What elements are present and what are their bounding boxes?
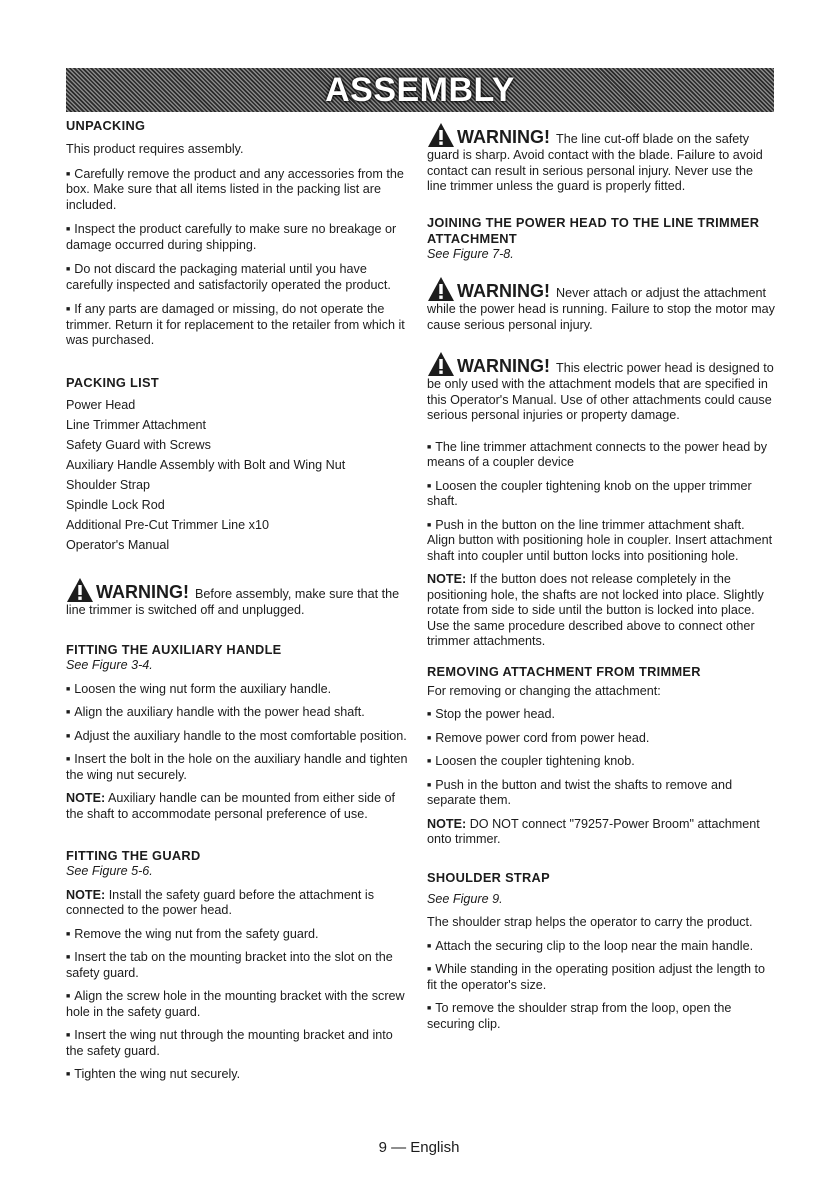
list-item: ■ Insert the tab on the mounting bracket into the slot on the safety guard.: [66, 950, 412, 981]
warning-text: Never attach or adjust the attachment while the power head is running. Failure to stop the motor may cause serious personal injury.: [427, 286, 775, 332]
warning-box: [427, 276, 775, 333]
packing-item: Power Head: [66, 397, 136, 412]
list-item: ■ Loosen the coupler tightening knob.: [427, 754, 775, 770]
list-item: ■ Inspect the product carefully to make sure no breakage or damage occurred during shipping.: [66, 222, 412, 253]
note: [427, 817, 775, 848]
packing-item: Spindle Lock Rod: [66, 497, 165, 512]
note-label: NOTE:: [66, 791, 106, 805]
figure-reference: See Figure 5-6.: [66, 864, 153, 878]
list-item: ■ Loosen the coupler tightening knob on the upper trimmer shaft.: [427, 479, 775, 510]
page-footer: 9 — English: [378, 1139, 460, 1156]
unpacking-heading: UNPACKING: [66, 118, 146, 133]
note: [66, 791, 412, 822]
list-item: ■ If any parts are damaged or missing, do not operate the trimmer. Return it for replacement to the retailer from which it was purchased.: [66, 302, 412, 349]
right-column: [427, 118, 775, 1032]
unpacking-intro: This product requires assembly.: [66, 142, 244, 156]
warning-label: WARNING!: [96, 581, 189, 602]
note: [427, 572, 775, 650]
packing-list-heading: PACKING LIST: [66, 374, 159, 390]
list-item: ■ Attach the securing clip to the loop near the main handle.: [427, 939, 775, 955]
warning-text: Before assembly, make sure that the line trimmer is switched off and unplugged.: [66, 586, 400, 617]
left-column: [66, 118, 412, 1083]
figure-reference: See Figure 9.: [427, 891, 503, 906]
list-item: ■ Loosen the wing nut form the auxiliary handle.: [66, 682, 412, 698]
aux-handle-heading: FITTING THE AUXILIARY HANDLE: [66, 642, 282, 657]
warning-triangle-icon: [66, 577, 94, 603]
note-text: If the button does not release completely in the positioning hole, the shafts are not locked into place. Slightly rotate from side to side until the button is locked into place. Use the same procedure described above to connect other trimmer attachments.: [427, 572, 764, 648]
warning-triangle-icon: [427, 122, 455, 148]
warning-label: WARNING!: [457, 127, 550, 147]
list-item: ■ Stop the power head.: [427, 707, 775, 723]
list-item: ■ To remove the shoulder strap from the loop, open the securing clip.: [427, 1001, 775, 1032]
figure-reference: See Figure 3-4.: [66, 658, 153, 672]
list-item: ■ Remove the wing nut from the safety guard.: [66, 927, 412, 943]
list-item: ■ Push in the button on the line trimmer attachment shaft. Align button with positioning hole in coupler. Insert attachment shaft into coupler until button locks into positioning hole.: [427, 518, 775, 565]
note-text: Auxiliary handle can be mounted from either side of the shaft to accommodate personal preference of use.: [66, 791, 396, 821]
strap-heading: SHOULDER STRAP: [427, 869, 550, 885]
packing-item: Safety Guard with Screws: [66, 437, 211, 452]
note: [66, 888, 412, 919]
warning-text: The line cut-off blade on the safety guard is sharp. Avoid contact with the blade. Failure to avoid contact can result in serious personal injury. Never use the line trimmer unless the guard is properly fitted.: [427, 132, 763, 193]
list-item: ■ Insert the bolt in the hole on the auxiliary handle and tighten the wing nut securely.: [66, 752, 412, 783]
note-label: NOTE:: [427, 816, 467, 831]
list-item: ■ Adjust the auxiliary handle to the most comfortable position.: [66, 729, 412, 745]
removing-intro: For removing or changing the attachment:: [427, 683, 661, 698]
list-item: ■ Insert the wing nut through the mounting bracket and into the safety guard.: [66, 1028, 412, 1059]
list-item: ■ Tighten the wing nut securely.: [66, 1067, 412, 1083]
warning-label: WARNING!: [457, 356, 550, 376]
section-banner: [66, 68, 774, 112]
guard-heading: FITTING THE GUARD: [66, 848, 201, 863]
packing-item: Shoulder Strap: [66, 477, 151, 492]
list-item: ■ Align the auxiliary handle with the power head shaft.: [66, 705, 412, 721]
note-label: NOTE:: [427, 572, 467, 586]
banner-title: ASSEMBLY: [325, 71, 515, 109]
removing-heading: REMOVING ATTACHMENT FROM TRIMMER: [427, 663, 701, 679]
warning-triangle-icon: [427, 276, 455, 302]
list-item: ■ While standing in the operating position adjust the length to fit the operator's size.: [427, 962, 775, 993]
list-item: ■ Carefully remove the product and any accessories from the box. Make sure that all items listed in the packing list are included.: [66, 167, 412, 214]
packing-list: [66, 395, 412, 555]
packing-item: Additional Pre-Cut Trimmer Line x10: [66, 517, 269, 532]
list-item: ■ Align the screw hole in the mounting bracket with the screw hole in the safety guard.: [66, 989, 412, 1020]
warning-text: This electric power head is designed to be only used with the attachment models that are specified in this Operator's Manual. Use of other attachments could cause serious personal injuries or property damage.: [427, 361, 774, 422]
joining-heading: JOINING THE POWER HEAD TO THE LINE TRIMMER ATTACHMENT: [427, 214, 760, 246]
figure-reference: See Figure 7-8.: [427, 246, 514, 261]
list-item: ■ Push in the button and twist the shafts to remove and separate them.: [427, 778, 775, 809]
note-text: Install the safety guard before the attachment is connected to the power head.: [66, 887, 375, 917]
packing-item: Operator's Manual: [66, 537, 170, 552]
packing-item: Auxiliary Handle Assembly with Bolt and Wing Nut: [66, 457, 346, 472]
strap-intro: The shoulder strap helps the operator to carry the product.: [427, 915, 753, 929]
list-item: ■ Do not discard the packaging material until you have carefully inspected and satisfactorily operated the product.: [66, 262, 412, 293]
warning-box: [66, 577, 412, 619]
warning-triangle-icon: [427, 351, 455, 377]
warning-label: WARNING!: [457, 281, 550, 301]
note-text: DO NOT connect "79257-Power Broom" attachment onto trimmer.: [427, 816, 760, 846]
list-item: ■ The line trimmer attachment connects to the power head by means of a coupler device: [427, 440, 775, 471]
warning-box: [427, 122, 775, 195]
warning-box: [427, 351, 775, 424]
packing-item: Line Trimmer Attachment: [66, 417, 206, 432]
note-label: NOTE:: [66, 887, 106, 902]
list-item: ■ Remove power cord from power head.: [427, 731, 775, 747]
